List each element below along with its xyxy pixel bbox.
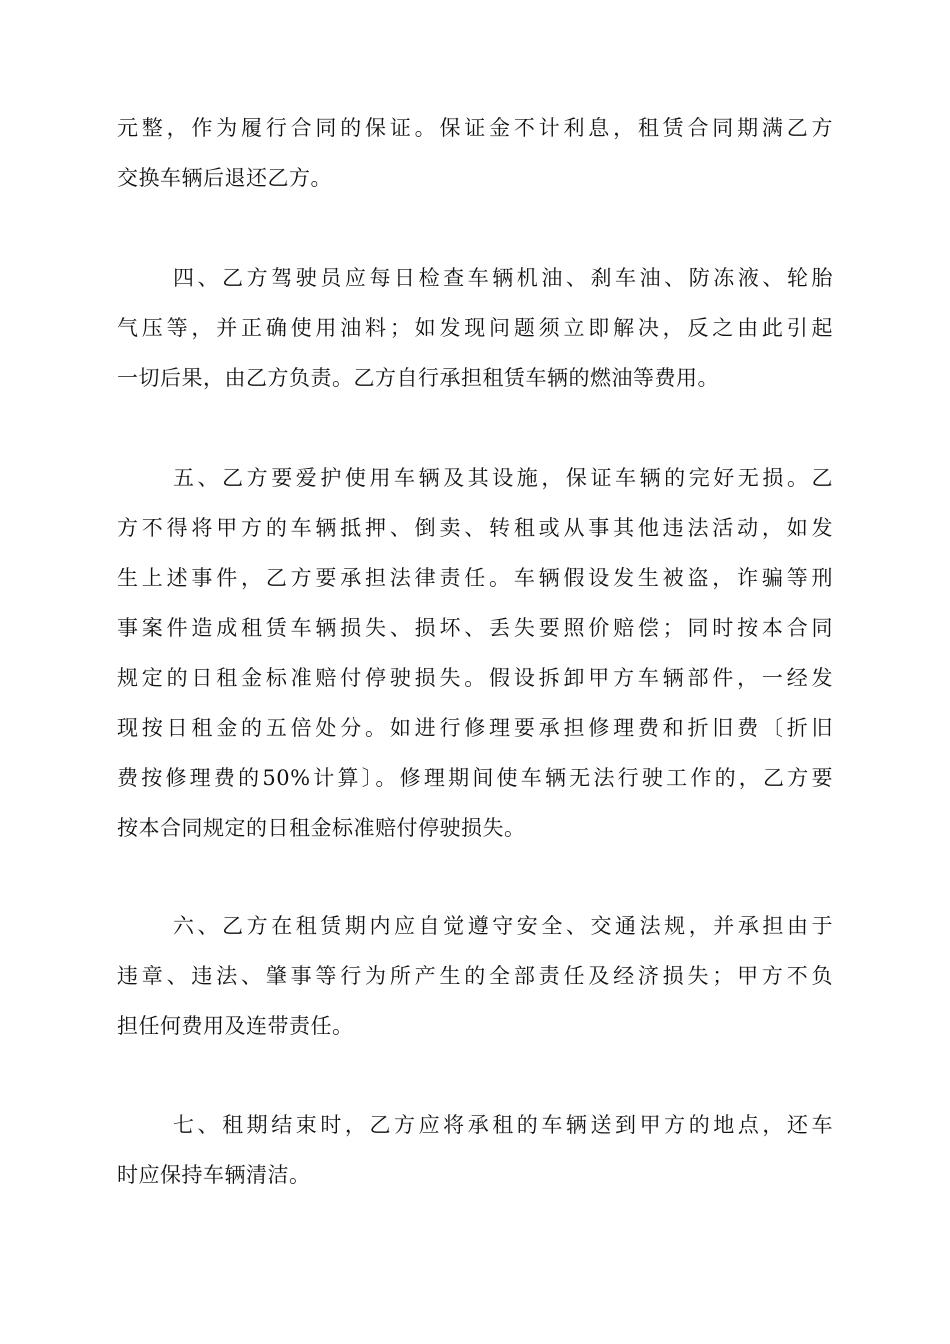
paragraph-4-line-3: 一切后果，由乙方负责。乙方自行承担租赁车辆的燃油等费用。 (117, 366, 719, 390)
paragraph-5-line-4: 事案件造成租赁车辆损失、损坏、丢失要照价赔偿；同时按本合同 (117, 616, 833, 640)
paragraph-6-line-3: 担任何费用及连带责任。 (117, 1014, 354, 1038)
paragraph-5-line-6: 现按日租金的五倍处分。如进行修理要承担修理费和折旧费〔折旧 (117, 716, 833, 740)
paragraph-5-line-2: 方不得将甲方的车辆抵押、倒卖、转租或从事其他违法活动，如发 (117, 516, 833, 540)
paragraph-5-line-5: 规定的日租金标准赔付停驶损失。假设拆卸甲方车辆部件，一经发 (117, 666, 833, 690)
paragraph-5-line-7: 费按修理费的50%计算〕。修理期间使车辆无法行驶工作的，乙方要 (117, 766, 833, 790)
paragraph-4-line-1: 四、乙方驾驶员应每日检查车辆机油、刹车油、防冻液、轮胎 (173, 266, 833, 290)
paragraph-5-line-1: 五、乙方要爱护使用车辆及其设施，保证车辆的完好无损。乙 (173, 466, 833, 490)
paragraph-3-line-2: 交换车辆后退还乙方。 (117, 166, 332, 190)
paragraph-6-line-1: 六、乙方在租赁期内应自觉遵守安全、交通法规，并承担由于 (173, 914, 833, 938)
paragraph-5-line-8: 按本合同规定的日租金标准赔付停驶损失。 (117, 816, 526, 840)
paragraph-4-line-2: 气压等，并正确使用油料；如发现问题须立即解决，反之由此引起 (117, 316, 833, 340)
paragraph-7-line-1: 七、租期结束时，乙方应将承租的车辆送到甲方的地点，还车 (173, 1113, 833, 1137)
paragraph-3-line-1: 元整，作为履行合同的保证。保证金不计利息，租赁合同期满乙方 (117, 116, 833, 140)
paragraph-6-line-2: 违章、违法、肇事等行为所产生的全部责任及经济损失；甲方不负 (117, 964, 833, 988)
paragraph-7-line-2: 时应保持车辆清洁。 (117, 1163, 311, 1187)
paragraph-5-line-3: 生上述事件，乙方要承担法律责任。车辆假设发生被盗，诈骗等刑 (117, 566, 833, 590)
